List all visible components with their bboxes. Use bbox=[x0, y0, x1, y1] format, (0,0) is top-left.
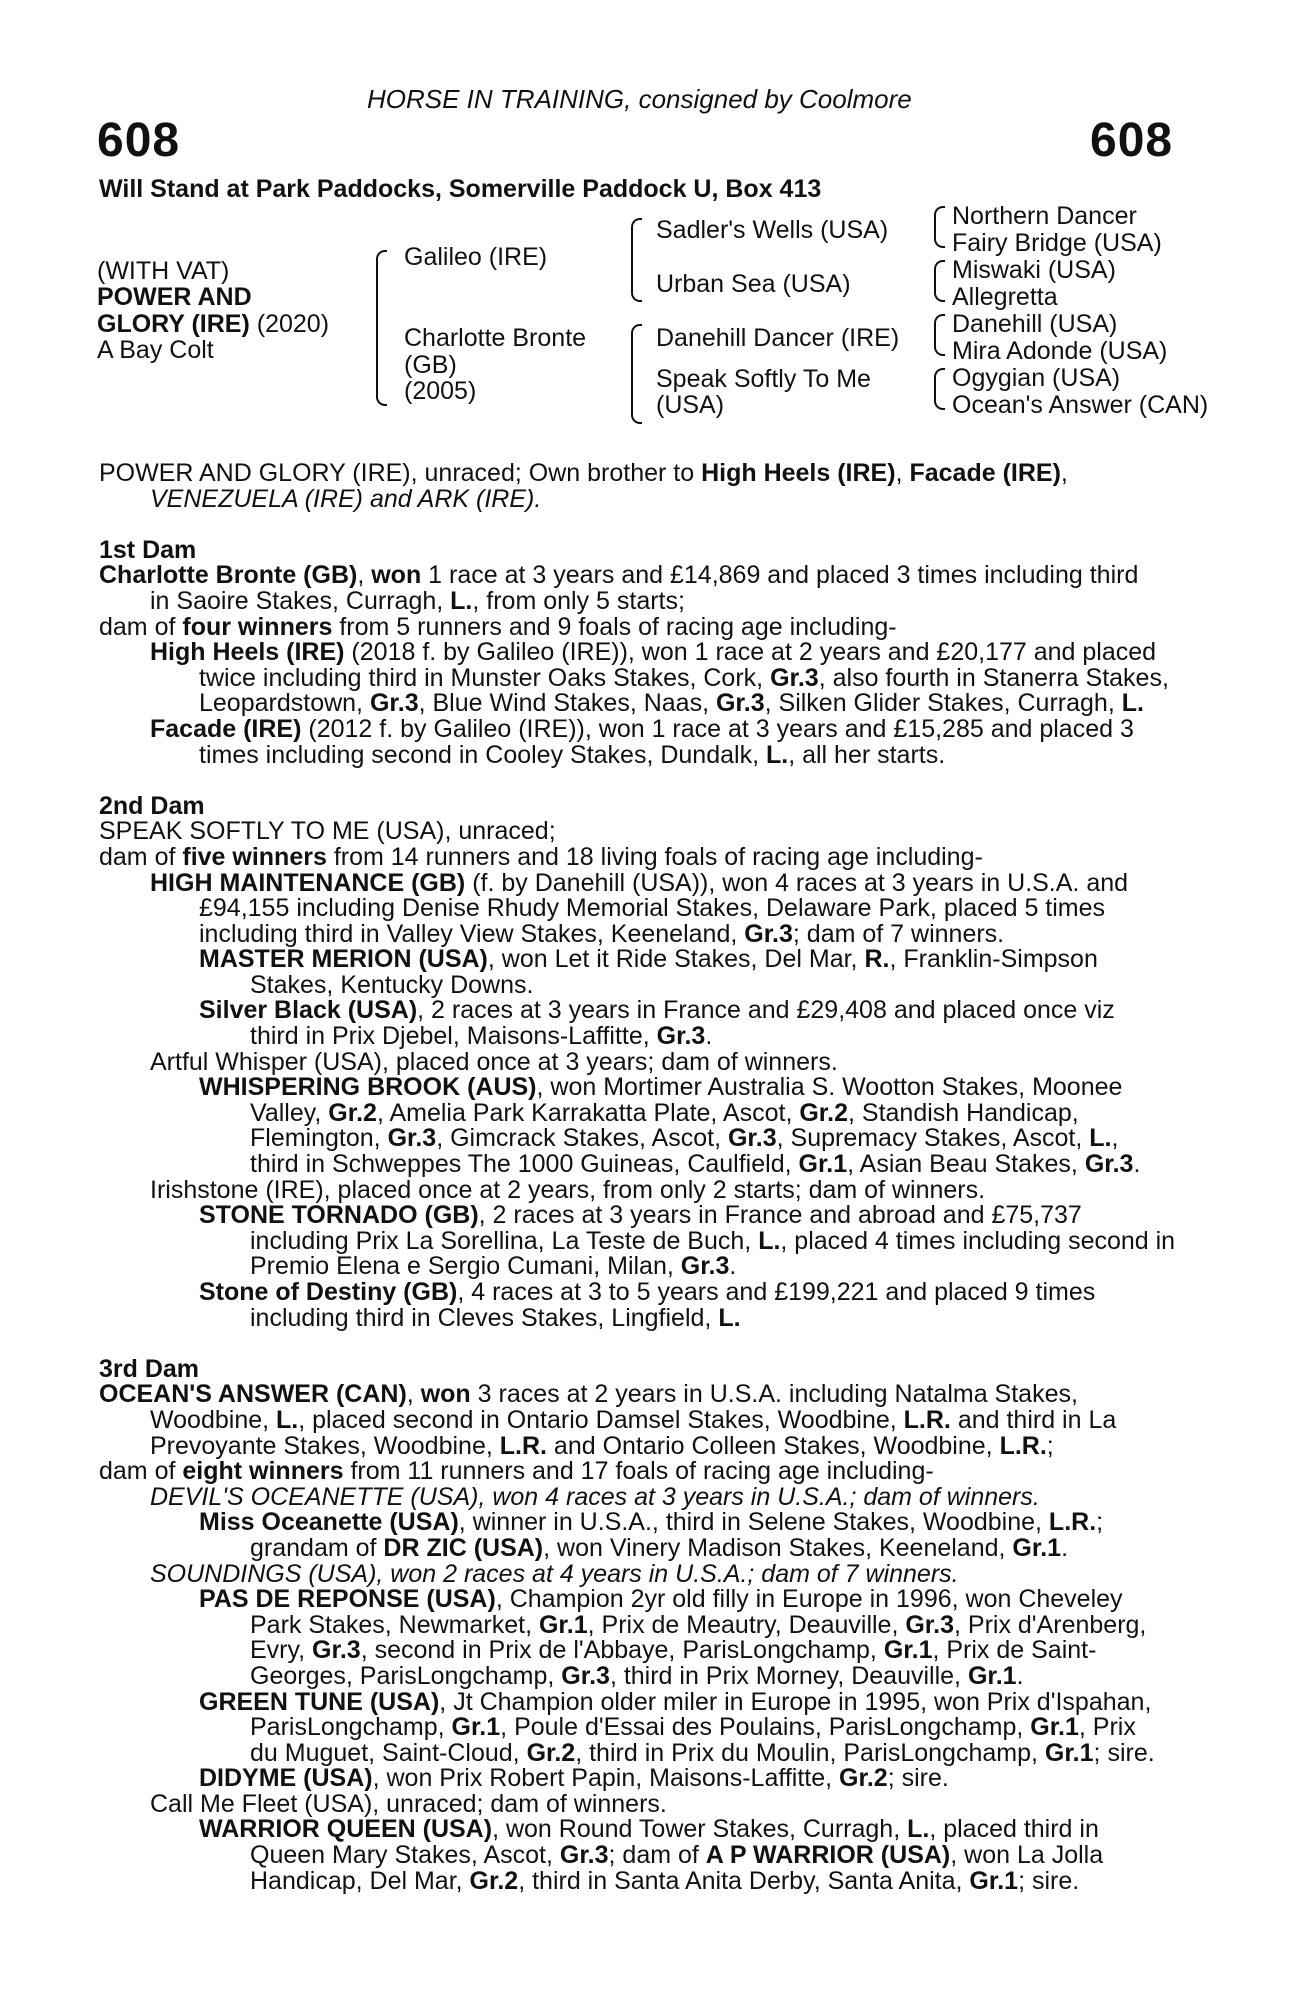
text-run: , bbox=[1060, 459, 1068, 487]
stand-location: Will Stand at Park Paddocks, Somerville Paddock U, Box 413 bbox=[99, 175, 822, 203]
pedigree-sire: Galileo (IRE) bbox=[404, 243, 548, 271]
won-label: won bbox=[371, 561, 422, 590]
second-dam-line bbox=[99, 998, 1207, 1024]
spacer bbox=[99, 768, 1207, 794]
progeny-name: Stone of Destiny (GB) bbox=[199, 1278, 458, 1306]
second-dam-line bbox=[99, 1024, 1207, 1050]
spacer bbox=[99, 512, 1207, 538]
text-run: , won 4 races at 3 years in U.S.A.; dam of winners. bbox=[478, 1482, 1040, 1511]
text-run: , Champion 2yr old filly in Europe in 1996, won Cheveley bbox=[495, 1585, 1123, 1614]
grade: Gr.1 bbox=[451, 1713, 501, 1742]
text-run: from 5 runners and 9 foals of racing age including- bbox=[332, 612, 897, 641]
text-run: , bbox=[895, 459, 910, 487]
text-run: , won Prix Robert Papin, Maisons-Laffitte, bbox=[372, 1764, 840, 1793]
text-run: grandam of bbox=[250, 1533, 384, 1562]
text-run: Georges, ParisLongchamp, bbox=[250, 1661, 562, 1690]
horse-description: A Bay Colt bbox=[97, 336, 214, 364]
text-run: , third in Prix du Moulin, ParisLongchamp, bbox=[575, 1738, 1045, 1767]
text-run: , won Vinery Madison Stakes, Keeneland, bbox=[543, 1533, 1013, 1562]
second-dam-line: Artful Whisper (USA), placed once at 3 years; dam of winners. bbox=[150, 1047, 838, 1076]
progeny-name: STONE TORNADO (GB) bbox=[199, 1201, 479, 1230]
text-run: Flemington, bbox=[250, 1124, 388, 1153]
progeny-name: GREEN TUNE (USA) bbox=[199, 1687, 440, 1716]
second-dam-heading: 2nd Dam bbox=[99, 791, 205, 820]
grade: Gr.1 bbox=[1012, 1533, 1062, 1562]
pedigree-gen3-1: Northern Dancer bbox=[952, 202, 1137, 230]
grade: Gr.3 bbox=[727, 1124, 777, 1153]
progeny-name: WHISPERING BROOK (AUS) bbox=[199, 1073, 537, 1102]
text-run: , Standish Handicap, bbox=[848, 1098, 1079, 1127]
vat-note: (WITH VAT) bbox=[97, 257, 230, 285]
text-run: Queen Mary Stakes, Ascot, bbox=[250, 1841, 560, 1870]
sibling-name: High Heels (IRE) bbox=[701, 459, 896, 487]
progeny-name: A P WARRIOR (USA) bbox=[705, 1841, 951, 1870]
grade: Gr.2 bbox=[839, 1764, 888, 1793]
grade: L. bbox=[1089, 1124, 1112, 1153]
text-run: Park Stakes, Newmarket, bbox=[250, 1610, 539, 1639]
third-dam-line bbox=[99, 1510, 1207, 1536]
catalogue-subtitle: HORSE IN TRAINING, consigned by Coolmore bbox=[367, 84, 912, 114]
text-run: , Silken Glider Stakes, Curragh, bbox=[764, 689, 1122, 718]
text-run: from 11 runners and 17 foals of racing age including- bbox=[343, 1457, 934, 1486]
text-run: , won 2 races at 4 years in U.S.A.; dam of 7 winners. bbox=[376, 1559, 959, 1588]
second-dam-line bbox=[99, 842, 1207, 871]
text-run: including Prix La Sorellina, La Teste de Buch, bbox=[250, 1226, 759, 1255]
text-run: . bbox=[729, 1252, 737, 1281]
first-dam-line bbox=[99, 586, 1207, 615]
text-run: ; bbox=[1096, 1508, 1104, 1537]
second-dam-line bbox=[99, 1126, 1207, 1152]
dam-name: OCEAN'S ANSWER (CAN) bbox=[99, 1380, 407, 1409]
intro-line-2: VENEZUELA (IRE) and ARK (IRE). bbox=[150, 484, 542, 513]
grade: Gr.3 bbox=[680, 1252, 730, 1281]
text-run: Valley, bbox=[250, 1098, 329, 1127]
grade: Gr.3 bbox=[559, 1841, 609, 1870]
third-dam-line bbox=[99, 1866, 1207, 1895]
text-run: , third in Santa Anita Derby, Santa Anita, bbox=[518, 1866, 970, 1895]
grade: Gr.1 bbox=[798, 1150, 848, 1179]
winners-count: eight winners bbox=[182, 1457, 344, 1486]
second-dam-line bbox=[99, 1152, 1207, 1178]
winners-count: four winners bbox=[182, 612, 333, 641]
second-dam-line bbox=[99, 1075, 1207, 1101]
text-run: , placed 4 times including second in bbox=[780, 1226, 1176, 1255]
text-run: (2018 f. by Galileo (IRE)), won 1 race at 2 years and £20,177 and placed bbox=[344, 638, 1157, 667]
horse-name-line2 bbox=[97, 311, 329, 338]
third-dam-line bbox=[99, 1687, 1207, 1716]
text-run: , Prix bbox=[1078, 1713, 1136, 1742]
pedigree-gen3-8: Ocean's Answer (CAN) bbox=[952, 391, 1209, 419]
pedigree-brace-1 bbox=[934, 206, 945, 248]
second-dam-line bbox=[99, 1226, 1207, 1255]
text-run: including third in Valley View Stakes, Keeneland, bbox=[199, 919, 745, 948]
text-run: Premio Elena e Sergio Cumani, Milan, bbox=[250, 1252, 681, 1281]
second-dam-line bbox=[99, 947, 1207, 973]
text-run: , Gimcrack Stakes, Ascot, bbox=[436, 1124, 728, 1153]
first-dam-line bbox=[99, 663, 1207, 692]
progeny-name: MASTER MERION (USA) bbox=[199, 945, 488, 974]
text-run: Evry, bbox=[250, 1636, 313, 1665]
grade: L. bbox=[765, 740, 789, 769]
text-run: (f. by Danehill (USA)), won 4 races at 3 years in U.S.A. and bbox=[465, 868, 1129, 897]
grade: L. bbox=[718, 1303, 741, 1332]
horse-name-line1: POWER AND bbox=[97, 283, 252, 311]
text-run: dam of bbox=[99, 1457, 183, 1486]
intro-text: POWER AND GLORY (IRE), unraced; Own brother to bbox=[99, 459, 702, 487]
third-dam-line: Call Me Fleet (USA), unraced; dam of winners. bbox=[150, 1789, 667, 1818]
text-run: 3 races at 2 years in U.S.A. including Natalma Stakes, bbox=[470, 1380, 1078, 1409]
text-run: , Blue Wind Stakes, Naas, bbox=[418, 689, 716, 718]
text-run: third in Schweppes The 1000 Guineas, Caulfield, bbox=[250, 1150, 799, 1179]
text-run: , also fourth in Stanerra Stakes, bbox=[818, 663, 1169, 692]
text-run: , winner in U.S.A., third in Selene Stakes, Woodbine, bbox=[458, 1508, 1049, 1537]
text-run: , 4 races at 3 to 5 years and £199,221 and placed 9 times bbox=[457, 1278, 1096, 1306]
grade: Gr.3 bbox=[744, 919, 793, 948]
grade: L.R. bbox=[1048, 1508, 1097, 1537]
second-dam-line: Stakes, Kentucky Downs. bbox=[250, 970, 534, 999]
text-run: , bbox=[1111, 1124, 1119, 1153]
grade: Gr.3 bbox=[715, 689, 765, 718]
text-run: , 2 races at 3 years in France and abroad and £75,737 bbox=[478, 1201, 1082, 1230]
text-run: third in Prix Djebel, Maisons-Laffitte, bbox=[250, 1022, 657, 1051]
third-dam-line bbox=[99, 1431, 1207, 1460]
third-dam-line bbox=[99, 1715, 1207, 1741]
first-dam-line bbox=[99, 714, 1207, 743]
won-label: won bbox=[420, 1380, 471, 1409]
text-run: , won Mortimer Australia S. Wootton Stakes, Moonee bbox=[536, 1073, 1123, 1102]
text-run: , Amelia Park Karrakatta Plate, Ascot, bbox=[376, 1098, 800, 1127]
progeny-name: Miss Oceanette (USA) bbox=[199, 1508, 459, 1537]
text-run: , bbox=[357, 561, 372, 590]
text-run: , 2 races at 3 years in France and £29,408 and placed once viz bbox=[417, 996, 1115, 1025]
text-run: , Franklin-Simpson bbox=[889, 945, 1098, 974]
pedigree-sire-sire: Sadler's Wells (USA) bbox=[656, 216, 889, 244]
third-dam-heading: 3rd Dam bbox=[99, 1354, 200, 1383]
pedigree-brace-main bbox=[376, 250, 387, 406]
text-run: . bbox=[1016, 1661, 1024, 1690]
text-run: times including second in Cooley Stakes, Dundalk, bbox=[199, 740, 766, 769]
pedigree-gen3-5: Danehill (USA) bbox=[952, 310, 1118, 338]
grade: L.R. bbox=[903, 1405, 951, 1434]
grade: Gr.1 bbox=[967, 1661, 1017, 1690]
catalogue-body bbox=[99, 461, 1207, 1894]
grade: L.R. bbox=[999, 1431, 1047, 1460]
grade: L. bbox=[1121, 689, 1144, 718]
second-dam-line bbox=[99, 1254, 1207, 1280]
pedigree-gen3-7: Ogygian (USA) bbox=[952, 364, 1121, 392]
pedigree-dam-dam-line2: (USA) bbox=[656, 391, 725, 419]
pedigree-brace-sire bbox=[631, 218, 642, 302]
intro-line-1 bbox=[99, 461, 1207, 487]
text-run: ; bbox=[1046, 1431, 1054, 1460]
grade: Gr.3 bbox=[1084, 1150, 1134, 1179]
second-dam-line bbox=[99, 1280, 1207, 1306]
third-dam-line bbox=[99, 1638, 1207, 1664]
text-run: , won Round Tower Stakes, Curragh, bbox=[492, 1815, 908, 1844]
progeny-name: SOUNDINGS (USA) bbox=[150, 1559, 377, 1588]
third-dam-line bbox=[99, 1382, 1207, 1408]
text-run: , Jt Champion older miler in Europe in 1995, won Prix d'Ispahan, bbox=[439, 1687, 1152, 1716]
pedigree-dam-line1: Charlotte Bronte bbox=[404, 324, 587, 352]
second-dam-line bbox=[99, 919, 1207, 948]
text-run: (2012 f. by Galileo (IRE)), won 1 race at 3 years and £15,285 and placed 3 bbox=[301, 714, 1134, 743]
text-run: ; sire. bbox=[1093, 1738, 1155, 1767]
second-dam-line bbox=[99, 1303, 1207, 1332]
second-dam-line bbox=[99, 1203, 1207, 1229]
text-run: , Prix de Saint- bbox=[932, 1636, 1097, 1665]
pedigree-gen3-3: Miswaki (USA) bbox=[952, 256, 1116, 284]
grade: Gr.1 bbox=[883, 1636, 933, 1665]
text-run: ParisLongchamp, bbox=[250, 1713, 452, 1742]
text-run: and Ontario Colleen Stakes, Woodbine, bbox=[546, 1431, 1000, 1460]
text-run: ; sire. bbox=[887, 1764, 949, 1793]
third-dam-line bbox=[99, 1766, 1207, 1792]
progeny-name: Facade (IRE) bbox=[150, 714, 302, 743]
progeny-name: Silver Black (USA) bbox=[199, 996, 418, 1025]
grade: L. bbox=[276, 1405, 299, 1434]
text-run: , placed third in bbox=[929, 1815, 1099, 1844]
progeny-name: HIGH MAINTENANCE (GB) bbox=[150, 868, 466, 897]
pedigree-gen3-6: Mira Adonde (USA) bbox=[952, 337, 1168, 365]
third-dam-line bbox=[99, 1817, 1207, 1843]
grade: L.R. bbox=[499, 1431, 547, 1460]
text-run: , from only 5 starts; bbox=[472, 586, 685, 615]
text-run: ; sire. bbox=[1018, 1866, 1080, 1895]
horse-foaling-year: (2020) bbox=[256, 310, 330, 338]
first-dam-heading: 1st Dam bbox=[99, 535, 197, 564]
progeny-name: PAS DE REPONSE (USA) bbox=[199, 1585, 496, 1614]
pedigree-dam-dam-line1: Speak Softly To Me bbox=[656, 365, 871, 393]
text-run: Handicap, Del Mar, bbox=[250, 1866, 470, 1895]
grade: L. bbox=[450, 586, 473, 615]
lot-number-left: 608 bbox=[97, 114, 181, 167]
third-dam-line bbox=[99, 1738, 1207, 1767]
grade: L. bbox=[907, 1815, 930, 1844]
text-run: in Saoire Stakes, Curragh, bbox=[150, 586, 451, 615]
text-run: Leopardstown, bbox=[199, 689, 370, 718]
third-dam-line bbox=[99, 1533, 1207, 1562]
third-dam-line bbox=[99, 1843, 1207, 1869]
text-run: . bbox=[1133, 1150, 1141, 1179]
pedigree-brace-3 bbox=[934, 314, 945, 356]
pedigree-dam-line3: (2005) bbox=[404, 377, 477, 405]
grade: Gr.1 bbox=[538, 1610, 588, 1639]
text-run: . bbox=[705, 1022, 713, 1051]
text-run: , won La Jolla bbox=[950, 1841, 1104, 1870]
third-dam-line bbox=[99, 1482, 1207, 1511]
grade: Gr.3 bbox=[312, 1636, 361, 1665]
text-run: Woodbine, bbox=[150, 1405, 277, 1434]
grade: Gr.2 bbox=[526, 1738, 576, 1767]
third-dam-line bbox=[99, 1610, 1207, 1639]
text-run: . bbox=[1061, 1533, 1069, 1562]
grade: Gr.3 bbox=[905, 1610, 955, 1639]
second-dam-line bbox=[99, 868, 1207, 897]
grade: Gr.2 bbox=[799, 1098, 849, 1127]
grade: Gr.2 bbox=[469, 1866, 519, 1895]
progeny-name: DR ZIC (USA) bbox=[383, 1533, 544, 1562]
grade: Gr.3 bbox=[369, 689, 419, 718]
grade: L. bbox=[758, 1226, 781, 1255]
first-dam-line bbox=[99, 612, 1207, 641]
text-run: twice including third in Munster Oaks Stakes, Cork, bbox=[199, 663, 771, 692]
first-dam-line bbox=[99, 640, 1207, 666]
grade: R. bbox=[864, 945, 890, 974]
third-dam-line bbox=[99, 1587, 1207, 1613]
sibling-name: Facade (IRE) bbox=[909, 459, 1061, 487]
third-dam-line bbox=[99, 1559, 1207, 1588]
text-run: , Prix de Meautry, Deauville, bbox=[587, 1610, 906, 1639]
progeny-name: WARRIOR QUEEN (USA) bbox=[199, 1815, 493, 1844]
text-run: , placed second in Ontario Damsel Stakes, Woodbine, bbox=[298, 1405, 904, 1434]
text-run: , second in Prix de l'Abbaye, ParisLongchamp, bbox=[360, 1636, 884, 1665]
text-run: , third in Prix Morney, Deauville, bbox=[609, 1661, 968, 1690]
dam-name: Charlotte Bronte (GB) bbox=[99, 561, 358, 590]
text-run: , Poule d'Essai des Poulains, ParisLongchamp, bbox=[500, 1713, 1031, 1742]
pedigree-brace-dam bbox=[631, 324, 642, 424]
horse-name-part2: GLORY (IRE) bbox=[97, 310, 250, 338]
first-dam-line bbox=[99, 740, 1207, 769]
progeny-name: High Heels (IRE) bbox=[150, 638, 345, 667]
grade: Gr.1 bbox=[1044, 1738, 1094, 1767]
pedigree-brace-2 bbox=[934, 260, 945, 302]
text-run: , Asian Beau Stakes, bbox=[847, 1150, 1085, 1179]
text-run: , Supremacy Stakes, Ascot, bbox=[776, 1124, 1090, 1153]
first-dam-line bbox=[99, 563, 1207, 589]
progeny-name: DIDYME (USA) bbox=[199, 1764, 373, 1793]
text-run: ; dam of bbox=[608, 1841, 706, 1870]
text-run: Prevoyante Stakes, Woodbine, bbox=[150, 1431, 500, 1460]
text-run: dam of bbox=[99, 612, 183, 641]
text-run: ; dam of 7 winners. bbox=[792, 919, 1005, 948]
grade: Gr.1 bbox=[1030, 1713, 1079, 1742]
grade: Gr.3 bbox=[656, 1022, 706, 1051]
second-dam-line: Irishstone (IRE), placed once at 2 years, from only 2 starts; dam of winners. bbox=[150, 1175, 986, 1204]
grade: Gr.1 bbox=[969, 1866, 1019, 1895]
grade: Gr.3 bbox=[387, 1124, 437, 1153]
second-dam-line: £94,155 including Denise Rhudy Memorial Stakes, Delaware Park, placed 5 times bbox=[199, 894, 1106, 923]
text-run: and third in La bbox=[950, 1405, 1117, 1434]
spacer bbox=[99, 1331, 1207, 1357]
lot-number-right: 608 bbox=[1090, 114, 1174, 167]
text-run: , bbox=[406, 1380, 421, 1409]
winners-count: five winners bbox=[182, 842, 327, 871]
text-run: , won Let it Ride Stakes, Del Mar, bbox=[487, 945, 865, 974]
text-run: including third in Cleves Stakes, Lingfield, bbox=[250, 1303, 719, 1332]
third-dam-line bbox=[99, 1459, 1207, 1485]
text-run: , Prix d'Arenberg, bbox=[954, 1610, 1147, 1639]
pedigree-brace-4 bbox=[934, 368, 945, 410]
second-dam-line bbox=[99, 1098, 1207, 1127]
text-run: , all her starts. bbox=[788, 740, 946, 769]
first-dam-line bbox=[99, 691, 1207, 717]
pedigree-sire-dam: Urban Sea (USA) bbox=[656, 270, 851, 298]
progeny-name: DEVIL'S OCEANETTE (USA) bbox=[150, 1482, 479, 1511]
second-dam-line: SPEAK SOFTLY TO ME (USA), unraced; bbox=[99, 817, 556, 846]
text-run: du Muguet, Saint-Cloud, bbox=[250, 1738, 527, 1767]
text-run: 1 race at 3 years and £14,869 and placed 3 times including third bbox=[421, 561, 1139, 590]
third-dam-line bbox=[99, 1405, 1207, 1434]
pedigree-dam-line2: (GB) bbox=[404, 351, 457, 379]
text-run: from 14 runners and 18 living foals of racing age including- bbox=[326, 842, 983, 871]
pedigree-dam-sire: Danehill Dancer (IRE) bbox=[656, 324, 900, 352]
grade: Gr.2 bbox=[328, 1098, 377, 1127]
grade: Gr.3 bbox=[561, 1661, 610, 1690]
pedigree-gen3-4: Allegretta bbox=[952, 283, 1058, 311]
grade: Gr.3 bbox=[770, 663, 819, 692]
pedigree-gen3-2: Fairy Bridge (USA) bbox=[952, 229, 1162, 257]
text-run: dam of bbox=[99, 842, 183, 871]
third-dam-line bbox=[99, 1661, 1207, 1690]
